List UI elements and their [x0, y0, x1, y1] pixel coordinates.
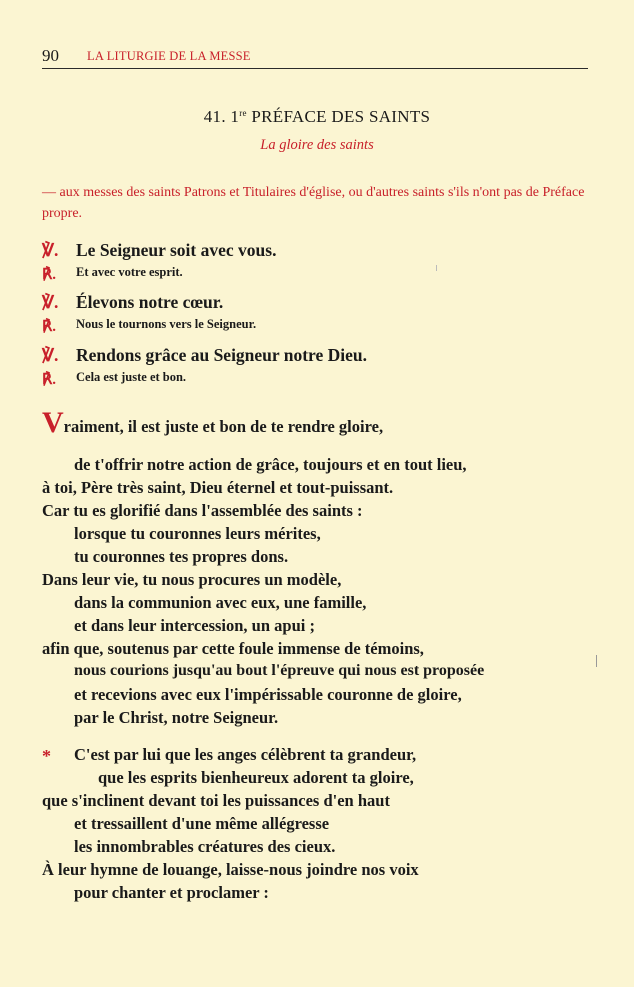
response-symbol: ℟. — [42, 372, 57, 388]
running-header — [42, 46, 588, 69]
prayer-line: et dans leur intercession, un apui ; — [74, 616, 315, 635]
acclamation-line: et tressaillent d'une même allégresse — [74, 814, 330, 833]
margin-mark — [596, 655, 597, 667]
margin-mark — [436, 265, 437, 271]
prayer-line: de t'offrir notre action de grâce, toujours et en tout lieu, — [74, 455, 467, 474]
versicle-symbol: ℣. — [42, 240, 59, 260]
prayer-line: Car tu es glorifié dans l'assemblée des saints : — [42, 501, 363, 520]
prayer-line: à toi, Père très saint, Dieu éternel et tout-puissant. — [42, 478, 394, 497]
acclamation-line: que s'inclinent devant toi les puissances d'en haut — [42, 791, 390, 810]
response-text: Et avec votre esprit. — [76, 265, 183, 279]
prayer-line: par le Christ, notre Seigneur. — [74, 708, 279, 727]
acclamation-line: C'est par lui que les anges célèbrent ta grandeur, — [74, 745, 417, 764]
response-symbol: ℟. — [42, 319, 57, 335]
drop-cap: V — [42, 406, 64, 439]
section-title — [0, 107, 634, 127]
versicle-text: Élevons notre cœur. — [76, 292, 224, 312]
prayer-line: lorsque tu couronnes leurs mérites, — [74, 524, 321, 543]
title-number: 41. 1 — [203, 107, 240, 126]
response-symbol: ℟. — [42, 267, 57, 283]
rubric-note: — aux messes des saints Patrons et Titulaires d'église, ou d'autres saints s'ils n'ont pas de Préface propre. — [42, 185, 585, 221]
page-number: 90 — [42, 46, 59, 65]
prayer-line: afin que, soutenus par cette foule immense de témoins, — [42, 639, 424, 658]
star-marker: * — [42, 746, 51, 766]
prayer-line: tu couronnes tes propres dons. — [74, 547, 289, 566]
title-text: PRÉFACE DES SAINTS — [246, 107, 431, 126]
acclamation-line: que les esprits bienheureux adorent ta gloire, — [98, 768, 414, 787]
prayer-first-line — [42, 406, 383, 440]
section-subtitle: La gloire des saints — [260, 137, 374, 153]
prayer-line: nous courions jusqu'au bout l'épreuve qui nous est proposée — [74, 662, 485, 679]
title-superscript: re — [239, 108, 247, 118]
running-title: LA LITURGIE DE LA MESSE — [87, 49, 251, 63]
versicle-text: Rendons grâce au Seigneur notre Dieu. — [76, 345, 368, 365]
acclamation-line: À leur hymne de louange, laisse-nous joindre nos voix — [42, 860, 419, 879]
versicle-symbol: ℣. — [42, 292, 59, 312]
response-text: Cela est juste et bon. — [76, 370, 187, 384]
versicle-symbol: ℣. — [42, 345, 59, 365]
versicle-text: Le Seigneur soit avec vous. — [76, 240, 277, 260]
prayer-line: Dans leur vie, tu nous procures un modèle, — [42, 570, 342, 589]
prayer-line: dans la communion avec eux, une famille, — [74, 593, 367, 612]
acclamation-line: les innombrables créatures des cieux. — [74, 837, 336, 856]
prayer-line: raiment, il est juste et bon de te rendre gloire, — [63, 417, 384, 436]
prayer-line: et recevions avec eux l'impérissable couronne de gloire, — [74, 685, 462, 704]
acclamation-line: pour chanter et proclamer : — [74, 883, 269, 902]
response-text: Nous le tournons vers le Seigneur. — [76, 317, 257, 331]
